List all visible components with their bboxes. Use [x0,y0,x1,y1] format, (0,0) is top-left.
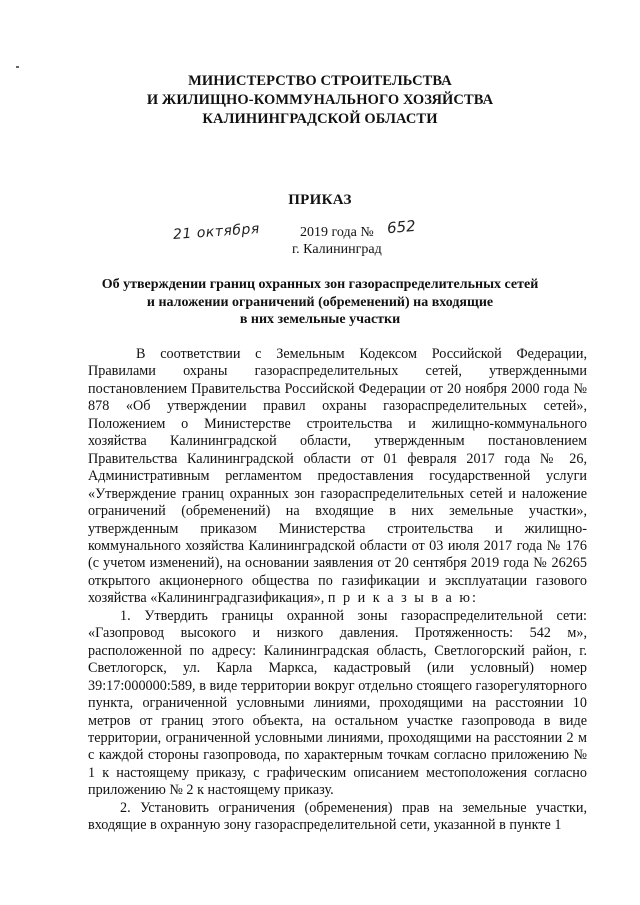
ministry-line-1: МИНИСТЕРСТВО СТРОИТЕЛЬСТВА [188,73,452,89]
order-city: г. Калининград [292,242,382,257]
scan-speck [16,66,19,68]
subject-line-2: и наложении ограничений (обременений) на входящие [146,294,494,310]
ministry-header [0,72,640,129]
handwritten-order-number: 652 [386,216,417,238]
preamble-text: В соответствии с Земельным Кодексом Российской Федерации, Правилами охраны газораспределительных сетей, утвержденными постановлением Правительства Российской Федерации от 20 ноября 2000 года № 878 «Об утверждении правил охраны газораспределительных сетей», Положением о Министерстве строительства и жилищно-коммунального хозяйства Калининградской области, утвержденным постановлением Правительства Калининградской области от 01 февраля 2017 года № 26, Административным регламентом предоставления государственной услуги «Утверждение границ охранных зон газораспределительных сетей и наложение ограничений (обременений) на входящие в них земельные участки», утвержденным приказом Министерства строительства и жилищно-коммунального хозяйства Калининградской области от 03 июля 2017 года № 176 (с учетом изменений), на основании заявления от 20 сентября 2019 года № 26265 открытого акционерного общества по газификации и эксплуатации газового хозяйства «Калининградгазификация», [88,346,587,607]
subject-line-1: Об утверждении границ охранных зон газораспределительных сетей [101,277,539,292]
order-year-number: 2019 года № [300,225,374,240]
subject-line-3: в них земельные участки [239,312,401,327]
ministry-line-2: И ЖИЛИЩНО-КОММУНАЛЬНОГО ХОЗЯЙСТВА [146,92,494,108]
preamble-paragraph [88,346,587,608]
order-word: п р и к а з ы в а ю: [327,590,478,607]
item-2-paragraph: 2. Установить ограничения (обременения) прав на земельные участки, входящие в охранную зону газораспределительной сети, указанной в пункте 1 [88,799,587,834]
handwritten-date: 21 октября [172,220,261,244]
order-body [88,346,587,835]
item-1-paragraph: 1. Утвердить границы охранной зоны газораспределительной сети: «Газопровод высокого и низкого давления. Протяженность: 542 м», расположенной по адресу: Калининградская область, Светлогорский район, г. Светлогорск, ул. Карла Маркса, кадастровый (или условный) номер 39:17:000000:589, в виде территории вокруг отдельно стоящего газорегуляторного пункта, ограниченной условными линиями, проходящими на расстоянии 10 метров от границ этого объекта, на остальном участке газопровода в виде территории, ограниченной условными линиями, проходящими на расстоянии 2 м с каждой стороны газопровода, по характерным точкам согласно приложению № 1 к настоящему приказу, с графическим описанием местоположения согласно приложению № 2 к настоящему приказу. [88,607,587,799]
order-title: ПРИКАЗ [288,192,352,208]
ministry-line-3: КАЛИНИНГРАДСКОЙ ОБЛАСТИ [202,111,438,127]
order-subject [80,276,560,329]
